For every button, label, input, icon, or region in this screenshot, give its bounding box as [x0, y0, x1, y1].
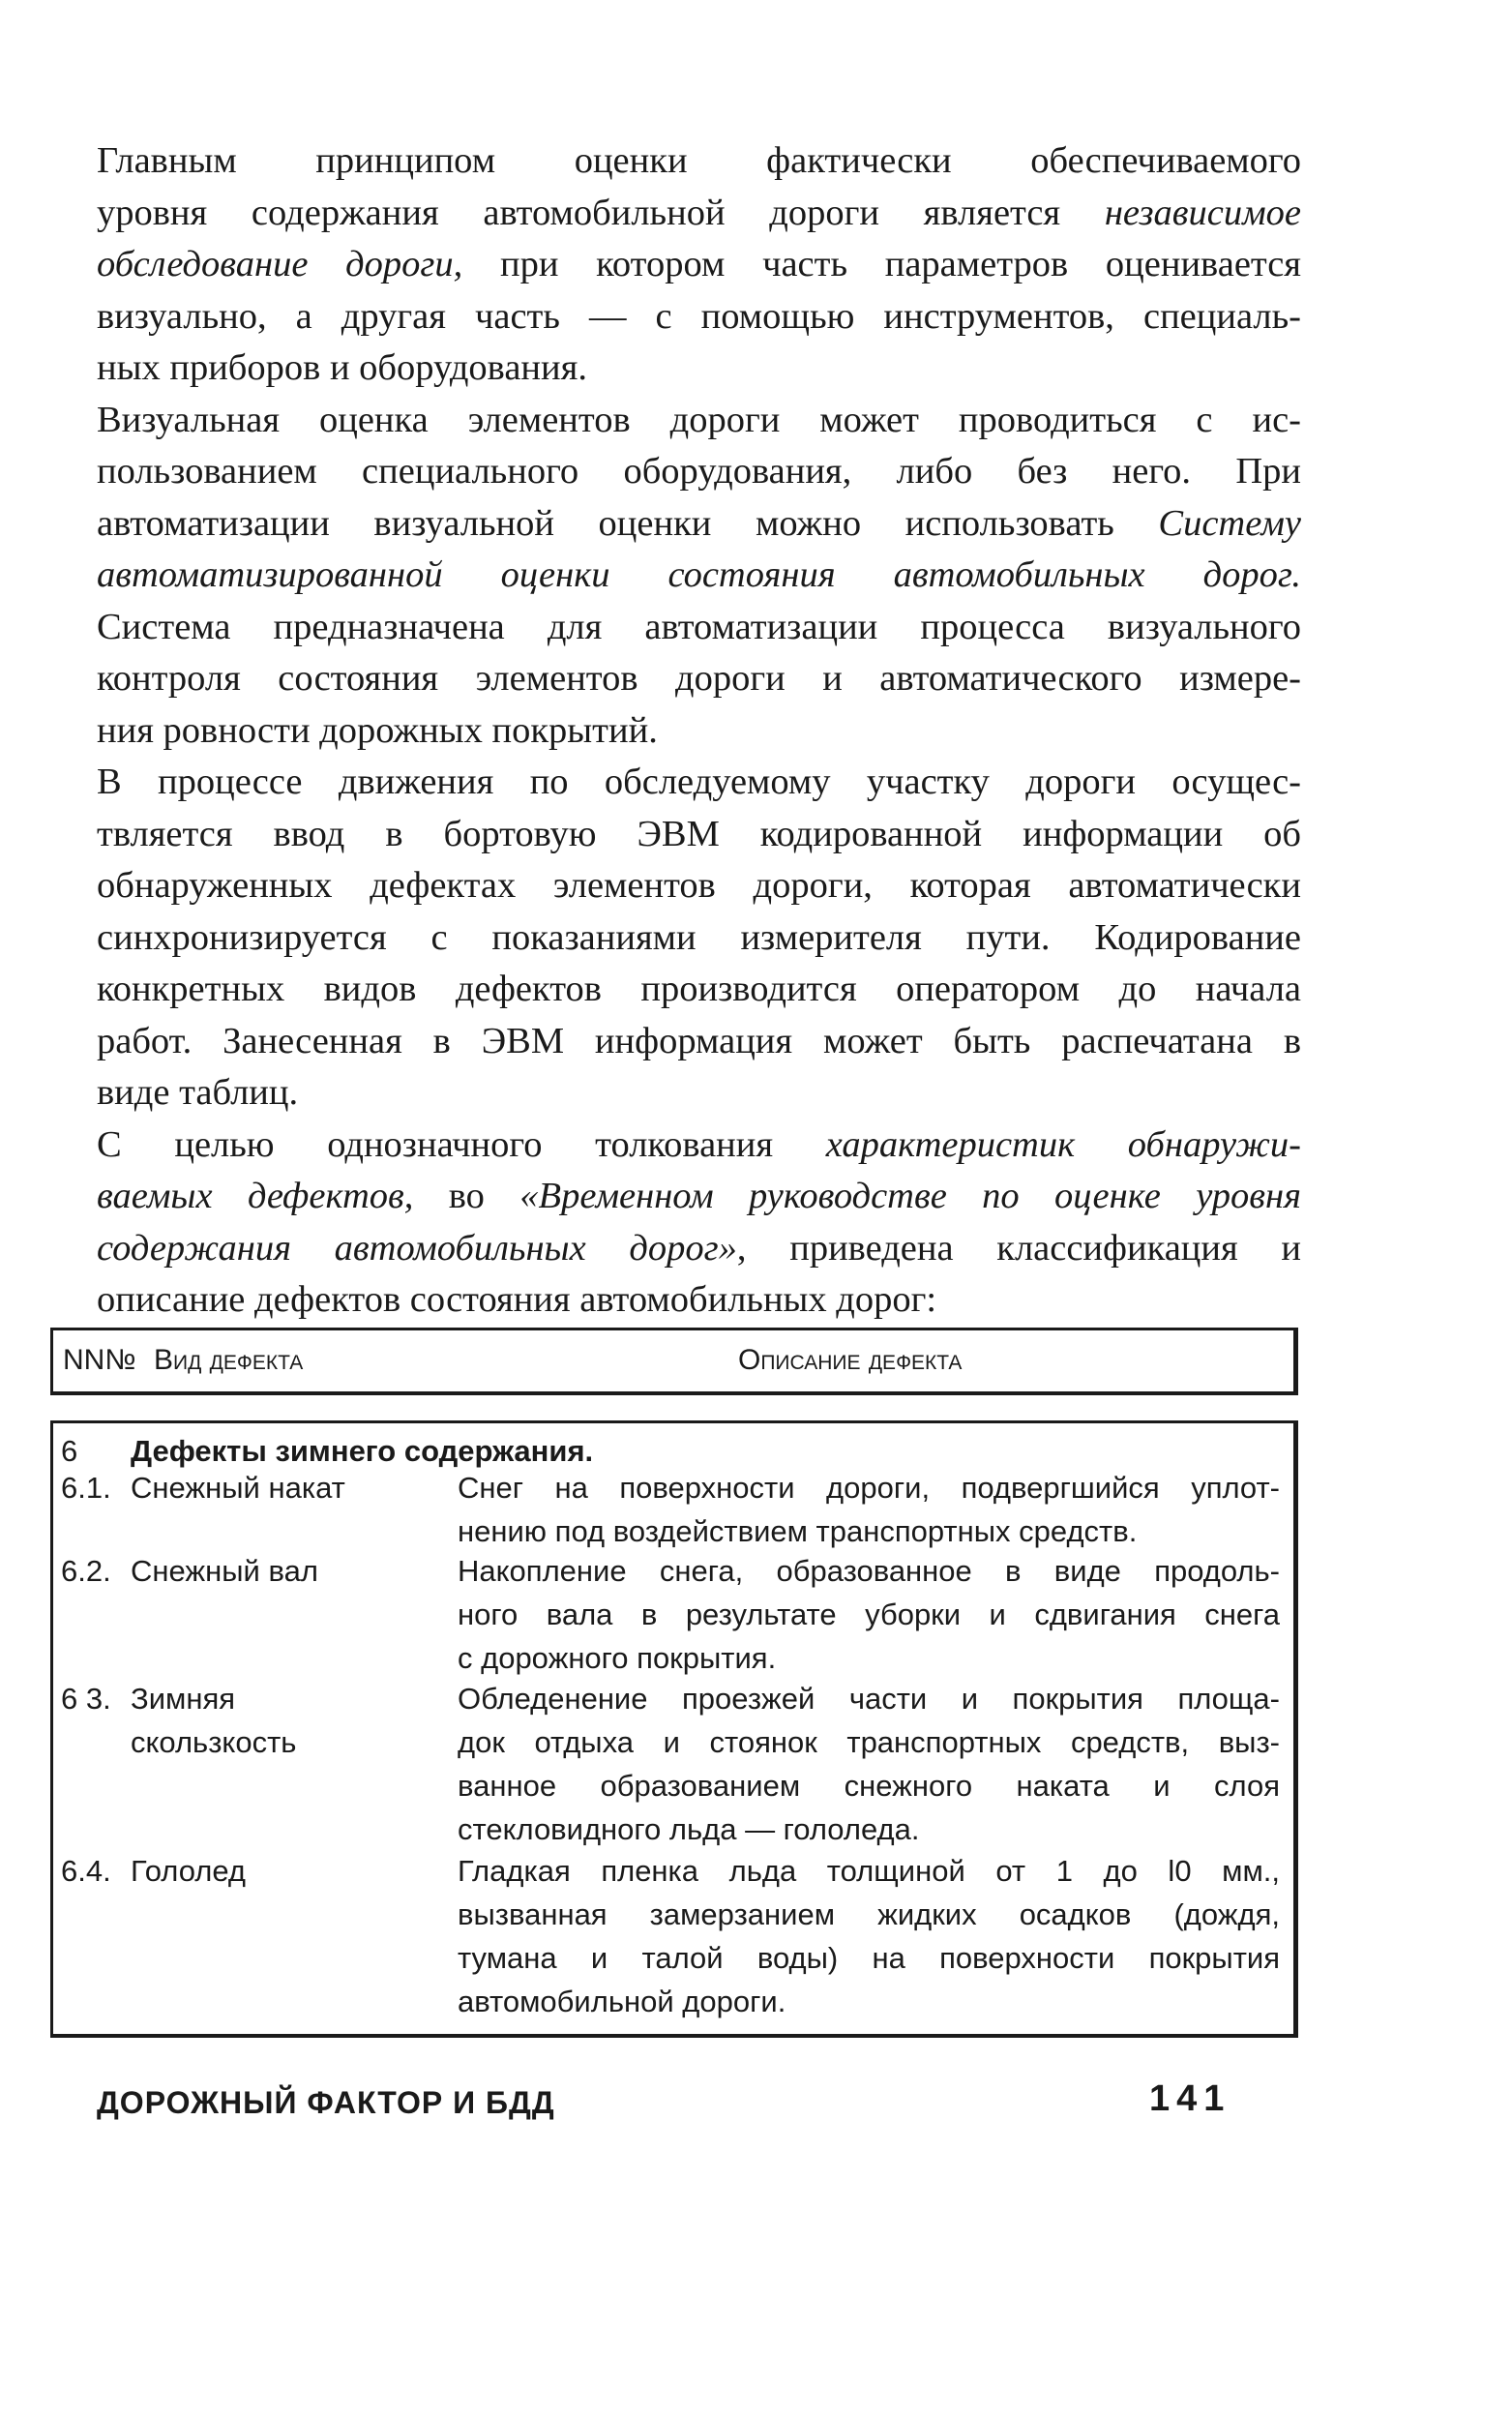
- text-span: контроля состояния элементов дороги и автоматического измере-: [97, 658, 1301, 699]
- text-span: синхронизируется с показаниями измерителя пути. Кодирование: [97, 916, 1301, 958]
- defect-description-line: док отдыха и стоянок транспортных средств, выз-: [458, 1725, 1280, 1759]
- text-span: виде таблиц.: [97, 1072, 299, 1113]
- text-span: во: [413, 1176, 520, 1216]
- italic-text: ваемых дефектов,: [97, 1176, 414, 1216]
- text-line: [97, 343, 1301, 395]
- text-span: визуально, а другая часть — с помощью инструментов, специаль-: [97, 295, 1301, 337]
- defect-description-line: нению под воздействием транспортных средств.: [458, 1514, 1138, 1548]
- text-line: [97, 550, 1301, 602]
- defect-name-line: Гололед: [131, 1854, 247, 1888]
- page-number: 141: [1149, 2078, 1231, 2119]
- section-title: Дефекты зимнего содержания.: [131, 1434, 594, 1468]
- italic-text: обследование дороги,: [97, 244, 463, 284]
- text-line: [97, 1120, 1301, 1172]
- text-line: [97, 1274, 1301, 1327]
- defect-name-line: скользкость: [131, 1725, 297, 1759]
- defect-description: [458, 1466, 1280, 1553]
- text-span: , приведена классификация и: [736, 1227, 1301, 1269]
- text-span: В процессе движения по обследуемому участку дороги осущес-: [97, 762, 1301, 802]
- text-span: описание дефектов состояния автомобильных дорог:: [97, 1279, 937, 1320]
- text-line: [97, 1171, 1301, 1223]
- text-span: Визуальная оценка элементов дороги может проводиться с ис-: [97, 399, 1301, 440]
- defect-name: [131, 1549, 421, 1593]
- defect-name: [131, 1466, 421, 1509]
- header-defect-description: Описание дефекта: [738, 1344, 963, 1376]
- italic-text: независимое: [1104, 192, 1301, 233]
- defect-description-line: тумана и талой воды) на поверхности покрытия: [458, 1941, 1280, 1975]
- text-line: [97, 239, 1301, 291]
- defect-description: [458, 1677, 1280, 1851]
- defect-description: [458, 1549, 1280, 1680]
- section-number: 6: [61, 1434, 78, 1468]
- text-line: [97, 602, 1301, 654]
- text-line: [97, 964, 1301, 1016]
- italic-text: «Временном руководстве по оценке уровня: [519, 1176, 1302, 1216]
- defect-name-line: Зимняя: [131, 1682, 236, 1716]
- text-line: [97, 912, 1301, 965]
- italic-text: Систему: [1158, 502, 1301, 544]
- paragraph: [97, 757, 1301, 1120]
- text-line: [97, 1016, 1301, 1068]
- text-span: Главным принципом оценки фактически обеспечиваемого: [97, 140, 1301, 181]
- defect-name-line: Снежный вал: [131, 1554, 318, 1588]
- paragraph: [97, 135, 1301, 395]
- text-span: при котором часть параметров оценивается: [462, 244, 1301, 284]
- text-span: автоматизации визуальной оценки можно использовать: [97, 502, 1159, 544]
- text-span: обнаруженных дефектах элементов дороги, которая автоматически: [97, 865, 1301, 906]
- text-line: [97, 135, 1301, 188]
- text-span: пользованием специального оборудования, либо без него. При: [97, 451, 1301, 492]
- defect-description-line: Обледенение проезжей части и покрытия площа-: [458, 1682, 1280, 1716]
- table-body: [50, 1420, 1298, 2038]
- defect-name: [131, 1677, 421, 1764]
- text-span: С целью однозначного толкования: [97, 1123, 826, 1165]
- text-line: [97, 653, 1301, 705]
- defect-description-line: Снег на поверхности дороги, подвергшийся уплот-: [458, 1471, 1280, 1505]
- row-number: 6 3.: [61, 1682, 111, 1716]
- text-span: Система предназначена для автоматизации процесса визуального: [97, 606, 1301, 647]
- header-defect-type: Вид дефекта: [154, 1344, 304, 1376]
- text-line: [97, 446, 1301, 498]
- defect-description-line: с дорожного покрытия.: [458, 1641, 777, 1675]
- text-line: [97, 395, 1301, 447]
- defect-description-line: вызванная замерзанием жидких осадков (дождя,: [458, 1897, 1280, 1931]
- text-span: конкретных видов дефектов производится оператором до начала: [97, 969, 1301, 1009]
- text-span: работ. Занесенная в ЭВМ информация может быть распечатана в: [97, 1020, 1301, 1061]
- defect-description: [458, 1849, 1280, 2023]
- table-header: [50, 1328, 1298, 1395]
- text-line: [97, 809, 1301, 861]
- text-line: [97, 291, 1301, 343]
- defect-description-line: Накопление снега, образованное в виде продоль-: [458, 1554, 1280, 1588]
- defect-description-line: автомобильной дороги.: [458, 1985, 786, 2018]
- text-span: твляется ввод в бортовую ЭВМ кодированной информации об: [97, 813, 1301, 854]
- italic-text: содержания автомобильных дорог»: [97, 1227, 737, 1269]
- text-line: [97, 1223, 1301, 1275]
- text-line: [97, 1067, 1301, 1120]
- defect-name-line: Снежный накат: [131, 1471, 345, 1505]
- defect-description-line: Гладкая пленка льда толщиной от 1 до l0 мм.,: [458, 1854, 1280, 1888]
- row-number: 6.2.: [61, 1554, 111, 1588]
- text-span: ния ровности дорожных покрытий.: [97, 709, 658, 751]
- text-span: уровня содержания автомобильной дороги является: [97, 192, 1105, 233]
- italic-text: характеристик обнаружи-: [825, 1123, 1301, 1165]
- text-line: [97, 498, 1301, 551]
- defect-description-line: ного вала в результате уборки и сдвигания снега: [458, 1598, 1280, 1631]
- paragraph: [97, 395, 1301, 758]
- row-number: 6.4.: [61, 1854, 111, 1888]
- italic-text: автоматизированной оценки состояния автомобильных дорог.: [97, 554, 1301, 595]
- defect-description-line: ванное образованием снежного наката и слоя: [458, 1769, 1280, 1803]
- text-line: [97, 757, 1301, 809]
- text-line: [97, 705, 1301, 758]
- defect-description-line: стекловидного льда — гололеда.: [458, 1812, 920, 1846]
- paragraph: [97, 1120, 1301, 1327]
- defect-name: [131, 1849, 421, 1893]
- header-number: NN№: [63, 1344, 136, 1376]
- running-footer-title: ДОРОЖНЫЙ ФАКТОР И БДД: [97, 2085, 555, 2120]
- text-line: [97, 188, 1301, 240]
- row-number: 6.1.: [61, 1471, 111, 1505]
- text-span: ных приборов и оборудования.: [97, 347, 587, 388]
- text-line: [97, 860, 1301, 912]
